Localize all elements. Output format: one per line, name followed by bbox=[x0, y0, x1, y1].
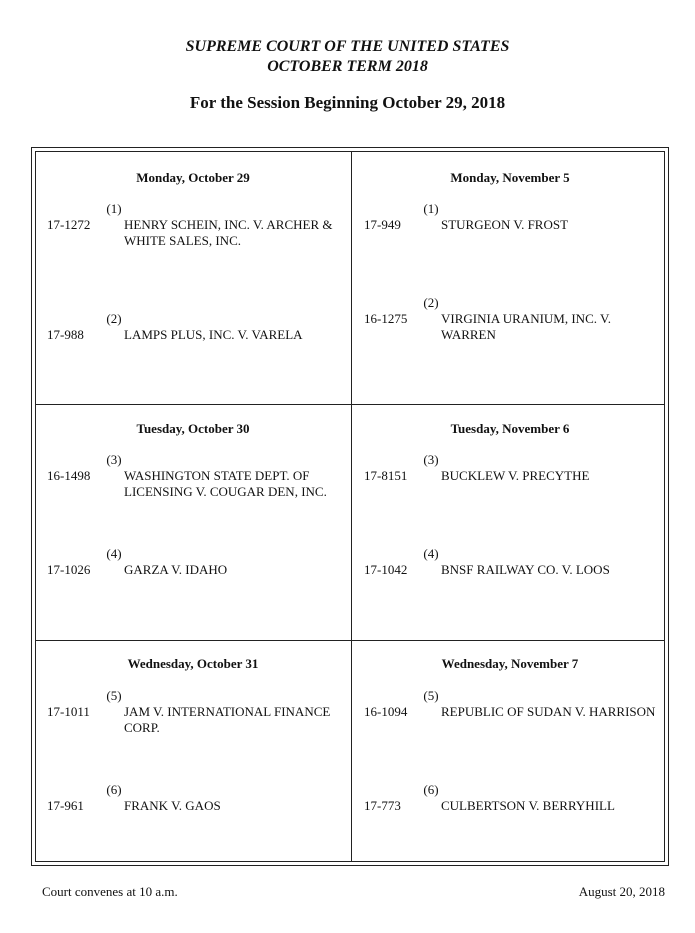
case-number: (5) bbox=[106, 688, 122, 703]
docket-number: 17-1042 bbox=[364, 562, 408, 577]
docket-number: 17-773 bbox=[364, 798, 401, 813]
case-title: BUCKLEW V. PRECYTHE bbox=[441, 468, 590, 483]
case-title: CULBERTSON V. BERRYHILL bbox=[441, 798, 615, 813]
case-number: (6) bbox=[106, 782, 122, 797]
case-title: JAM V. INTERNATIONAL FINANCE CORP. bbox=[124, 704, 331, 735]
day-heading: Wednesday, October 31 bbox=[127, 656, 259, 671]
docket-number: 17-1011 bbox=[47, 704, 90, 719]
term-title: OCTOBER TERM 2018 bbox=[267, 58, 428, 75]
case-title: VIRGINIA URANIUM, INC. V. WARREN bbox=[441, 311, 611, 342]
docket-number: 17-988 bbox=[47, 327, 84, 342]
case-title: BNSF RAILWAY CO. V. LOOS bbox=[441, 562, 610, 577]
day-heading: Monday, October 29 bbox=[136, 170, 250, 185]
docket-number: 17-949 bbox=[364, 217, 401, 232]
column-divider bbox=[351, 151, 352, 862]
case-title: GARZA V. IDAHO bbox=[124, 562, 228, 577]
case-number: (2) bbox=[106, 311, 122, 326]
case-number: (1) bbox=[106, 201, 122, 216]
case-title: STURGEON V. FROST bbox=[441, 217, 569, 232]
case-number: (3) bbox=[106, 452, 122, 467]
docket-number: 16-1498 bbox=[47, 468, 91, 483]
calendar-inner-border bbox=[35, 151, 665, 862]
day-heading: Wednesday, November 7 bbox=[441, 656, 579, 671]
case-title: HENRY SCHEIN, INC. V. ARCHER & WHITE SALES, INC. bbox=[124, 217, 333, 248]
case-number: (6) bbox=[423, 782, 439, 797]
case-number: (2) bbox=[423, 295, 439, 310]
case-title: LAMPS PLUS, INC. V. VARELA bbox=[124, 327, 303, 342]
docket-number: 17-961 bbox=[47, 798, 84, 813]
case-title: FRANK V. GAOS bbox=[124, 798, 221, 813]
case-number: (1) bbox=[423, 201, 439, 216]
docket-number: 17-1272 bbox=[47, 217, 91, 232]
docket-number: 17-8151 bbox=[364, 468, 408, 483]
case-title: WASHINGTON STATE DEPT. OF LICENSING V. COUGAR DEN, INC. bbox=[124, 468, 327, 499]
docket-number: 17-1026 bbox=[47, 562, 91, 577]
case-number: (5) bbox=[423, 688, 439, 703]
row-divider-1 bbox=[35, 404, 665, 405]
convene-time-note: Court convenes at 10 a.m. bbox=[42, 884, 178, 899]
docket-number: 16-1275 bbox=[364, 311, 408, 326]
issue-date: August 20, 2018 bbox=[578, 884, 665, 899]
day-heading: Tuesday, November 6 bbox=[450, 421, 570, 436]
case-number: (3) bbox=[423, 452, 439, 467]
docket-number: 16-1094 bbox=[364, 704, 408, 719]
day-heading: Tuesday, October 30 bbox=[136, 421, 250, 436]
day-heading: Monday, November 5 bbox=[450, 170, 570, 185]
session-title: For the Session Beginning October 29, 2018 bbox=[189, 93, 506, 112]
court-name: SUPREME COURT OF THE UNITED STATES bbox=[185, 38, 510, 55]
case-number: (4) bbox=[423, 546, 439, 561]
case-title: REPUBLIC OF SUDAN V. HARRISON bbox=[441, 704, 656, 719]
row-divider-2 bbox=[35, 640, 665, 641]
case-number: (4) bbox=[106, 546, 122, 561]
